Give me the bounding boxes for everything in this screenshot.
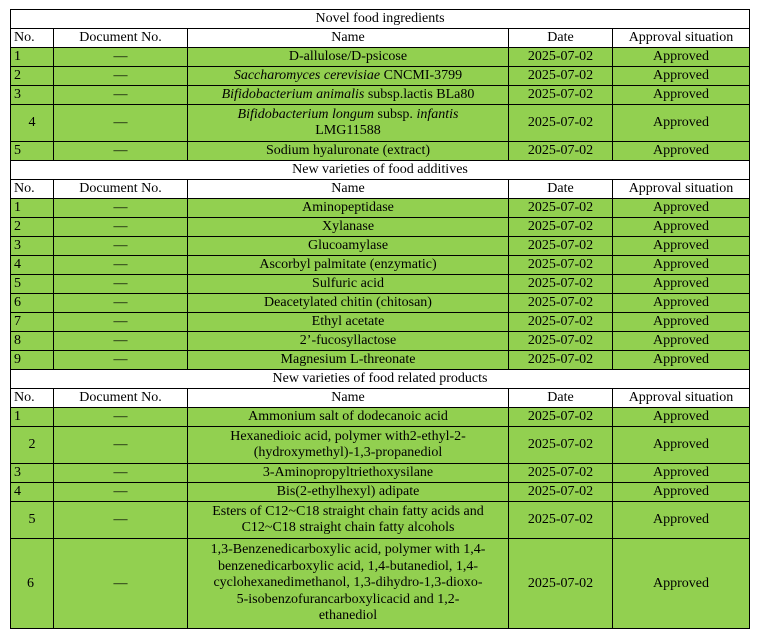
cell-approval-situation: Approved bbox=[613, 142, 750, 161]
cell-date: 2025-07-02 bbox=[509, 539, 613, 629]
cell-no: 9 bbox=[11, 351, 54, 370]
cell-name bbox=[188, 86, 509, 105]
cell-document-no: — bbox=[54, 408, 188, 427]
cell-name bbox=[188, 427, 509, 464]
header-approval-situation: Approval situation bbox=[613, 180, 750, 199]
table-row bbox=[11, 332, 750, 351]
cell-name bbox=[188, 48, 509, 67]
cell-no: 2 bbox=[11, 218, 54, 237]
cell-date: 2025-07-02 bbox=[509, 275, 613, 294]
name-part: Glucoamylase bbox=[307, 238, 389, 253]
cell-no: 6 bbox=[11, 539, 54, 629]
cell-document-no: — bbox=[54, 48, 188, 67]
name-part: Ammonium salt of dodecanoic acid bbox=[248, 409, 448, 424]
header-name: Name bbox=[188, 180, 509, 199]
cell-approval-situation: Approved bbox=[613, 256, 750, 275]
approval-table bbox=[10, 9, 750, 629]
header-row bbox=[11, 180, 750, 199]
cell-name bbox=[188, 332, 509, 351]
cell-name bbox=[188, 67, 509, 86]
header-no: No. bbox=[11, 389, 54, 408]
header-date: Date bbox=[509, 389, 613, 408]
header-date: Date bbox=[509, 180, 613, 199]
cell-no: 5 bbox=[11, 142, 54, 161]
table-body bbox=[11, 10, 750, 629]
cell-approval-situation: Approved bbox=[613, 313, 750, 332]
cell-document-no: — bbox=[54, 105, 188, 142]
name-part: Esters of C12~C18 straight chain fatty acids and bbox=[212, 503, 484, 519]
cell-document-no: — bbox=[54, 427, 188, 464]
cell-approval-situation: Approved bbox=[613, 502, 750, 539]
cell-approval-situation: Approved bbox=[613, 67, 750, 86]
cell-document-no: — bbox=[54, 464, 188, 483]
cell-document-no: — bbox=[54, 218, 188, 237]
cell-approval-situation: Approved bbox=[613, 464, 750, 483]
header-approval-situation: Approval situation bbox=[613, 29, 750, 48]
cell-no: 4 bbox=[11, 105, 54, 142]
cell-approval-situation: Approved bbox=[613, 351, 750, 370]
name-part: LMG11588 bbox=[315, 123, 381, 138]
cell-date: 2025-07-02 bbox=[509, 408, 613, 427]
cell-name bbox=[188, 313, 509, 332]
cell-document-no: — bbox=[54, 275, 188, 294]
cell-date: 2025-07-02 bbox=[509, 48, 613, 67]
cell-no: 4 bbox=[11, 256, 54, 275]
header-name: Name bbox=[188, 389, 509, 408]
name-part: Ascorbyl palmitate (enzymatic) bbox=[259, 257, 437, 272]
name-part: Sodium hyaluronate (extract) bbox=[265, 143, 431, 158]
cell-document-no: — bbox=[54, 294, 188, 313]
cell-name bbox=[188, 199, 509, 218]
cell-approval-situation: Approved bbox=[613, 332, 750, 351]
cell-name bbox=[188, 539, 509, 629]
cell-name bbox=[188, 142, 509, 161]
table-row bbox=[11, 464, 750, 483]
cell-approval-situation: Approved bbox=[613, 237, 750, 256]
cell-approval-situation: Approved bbox=[613, 427, 750, 464]
cell-name bbox=[188, 502, 509, 539]
cell-date: 2025-07-02 bbox=[509, 332, 613, 351]
name-part: cyclohexanedimethanol, 1,3-dihydro-1,3-dioxo- bbox=[213, 575, 483, 591]
cell-date: 2025-07-02 bbox=[509, 294, 613, 313]
name-part: Aminopeptidase bbox=[302, 200, 394, 215]
cell-no: 3 bbox=[11, 464, 54, 483]
cell-approval-situation: Approved bbox=[613, 408, 750, 427]
name-part: (hydroxymethyl)-1,3-propanediol bbox=[253, 445, 443, 460]
cell-date: 2025-07-02 bbox=[509, 105, 613, 142]
cell-document-no: — bbox=[54, 332, 188, 351]
name-part: 3-Aminopropyltriethoxysilane bbox=[262, 465, 434, 480]
cell-no: 5 bbox=[11, 502, 54, 539]
cell-document-no: — bbox=[54, 67, 188, 86]
cell-name bbox=[188, 351, 509, 370]
cell-document-no: — bbox=[54, 256, 188, 275]
table-row bbox=[11, 483, 750, 502]
table-row bbox=[11, 142, 750, 161]
cell-document-no: — bbox=[54, 539, 188, 629]
name-italic-part: Bifidobacterium animalis bbox=[221, 87, 365, 102]
header-document-no: Document No. bbox=[54, 180, 188, 199]
table-row bbox=[11, 218, 750, 237]
cell-no: 2 bbox=[11, 427, 54, 464]
cell-name bbox=[188, 237, 509, 256]
cell-document-no: — bbox=[54, 483, 188, 502]
name-part: CNCMI-3799 bbox=[380, 68, 463, 83]
table-row bbox=[11, 502, 750, 539]
cell-document-no: — bbox=[54, 142, 188, 161]
name-part: C12~C18 straight chain fatty alcohols bbox=[241, 520, 455, 535]
name-part: Deacetylated chitin (chitosan) bbox=[264, 295, 432, 310]
cell-date: 2025-07-02 bbox=[509, 502, 613, 539]
cell-no: 3 bbox=[11, 86, 54, 105]
cell-approval-situation: Approved bbox=[613, 86, 750, 105]
cell-no: 1 bbox=[11, 48, 54, 67]
cell-approval-situation: Approved bbox=[613, 294, 750, 313]
cell-name bbox=[188, 105, 509, 142]
section-title-row bbox=[11, 10, 750, 29]
cell-name bbox=[188, 275, 509, 294]
cell-no: 4 bbox=[11, 483, 54, 502]
table-row bbox=[11, 275, 750, 294]
header-document-no: Document No. bbox=[54, 29, 188, 48]
name-italic-part: Bifidobacterium longum bbox=[237, 106, 375, 122]
section-title-row bbox=[11, 370, 750, 389]
header-no: No. bbox=[11, 29, 54, 48]
table-row bbox=[11, 48, 750, 67]
header-name: Name bbox=[188, 29, 509, 48]
section-title-row bbox=[11, 161, 750, 180]
cell-no: 3 bbox=[11, 237, 54, 256]
cell-approval-situation: Approved bbox=[613, 275, 750, 294]
name-part: benzenedicarboxylic acid, 1,4-butanediol, 1,4- bbox=[217, 558, 479, 574]
cell-date: 2025-07-02 bbox=[509, 427, 613, 464]
cell-date: 2025-07-02 bbox=[509, 67, 613, 86]
header-no: No. bbox=[11, 180, 54, 199]
name-part: Sulfuric acid bbox=[312, 276, 384, 291]
name-part: subsp.lactis BLa80 bbox=[364, 87, 475, 102]
name-part: ethanediol bbox=[318, 608, 378, 624]
name-part: 2’-fucosyllactose bbox=[299, 333, 397, 348]
name-italic-part: Saccharomyces cerevisiae bbox=[233, 68, 381, 83]
name-part: Ethyl acetate bbox=[311, 314, 385, 329]
table-row bbox=[11, 408, 750, 427]
table-row bbox=[11, 256, 750, 275]
cell-date: 2025-07-02 bbox=[509, 237, 613, 256]
name-part: subsp. bbox=[374, 106, 417, 122]
cell-no: 6 bbox=[11, 294, 54, 313]
cell-name bbox=[188, 256, 509, 275]
cell-date: 2025-07-02 bbox=[509, 256, 613, 275]
cell-document-no: — bbox=[54, 199, 188, 218]
table-row bbox=[11, 237, 750, 256]
cell-no: 1 bbox=[11, 199, 54, 218]
cell-document-no: — bbox=[54, 313, 188, 332]
table-row bbox=[11, 313, 750, 332]
name-part: 1,3-Benzenedicarboxylic acid, polymer with 1,4- bbox=[210, 542, 486, 558]
cell-approval-situation: Approved bbox=[613, 218, 750, 237]
cell-date: 2025-07-02 bbox=[509, 483, 613, 502]
cell-date: 2025-07-02 bbox=[509, 464, 613, 483]
header-date: Date bbox=[509, 29, 613, 48]
header-document-no: Document No. bbox=[54, 389, 188, 408]
cell-date: 2025-07-02 bbox=[509, 351, 613, 370]
cell-name bbox=[188, 408, 509, 427]
cell-approval-situation: Approved bbox=[613, 48, 750, 67]
cell-approval-situation: Approved bbox=[613, 199, 750, 218]
cell-date: 2025-07-02 bbox=[509, 218, 613, 237]
section-title: New varieties of food related products bbox=[11, 370, 750, 389]
cell-document-no: — bbox=[54, 237, 188, 256]
header-row bbox=[11, 389, 750, 408]
cell-no: 1 bbox=[11, 408, 54, 427]
table-row bbox=[11, 86, 750, 105]
table-row bbox=[11, 105, 750, 142]
name-part: Hexanedioic acid, polymer with2-ethyl-2- bbox=[230, 428, 466, 444]
cell-date: 2025-07-02 bbox=[509, 142, 613, 161]
cell-approval-situation: Approved bbox=[613, 539, 750, 629]
cell-date: 2025-07-02 bbox=[509, 199, 613, 218]
name-part: Xylanase bbox=[321, 219, 375, 234]
cell-document-no: — bbox=[54, 351, 188, 370]
table-row bbox=[11, 539, 750, 629]
name-part: Magnesium L-threonate bbox=[280, 352, 416, 367]
cell-document-no: — bbox=[54, 86, 188, 105]
cell-name bbox=[188, 218, 509, 237]
name-italic-part: infantis bbox=[416, 106, 459, 122]
name-part: D-allulose/D-psicose bbox=[288, 49, 408, 64]
section-title: New varieties of food additives bbox=[11, 161, 750, 180]
header-approval-situation: Approval situation bbox=[613, 389, 750, 408]
section-title: Novel food ingredients bbox=[11, 10, 750, 29]
table-row bbox=[11, 294, 750, 313]
table-row bbox=[11, 199, 750, 218]
cell-no: 7 bbox=[11, 313, 54, 332]
cell-name bbox=[188, 294, 509, 313]
cell-approval-situation: Approved bbox=[613, 105, 750, 142]
cell-date: 2025-07-02 bbox=[509, 86, 613, 105]
name-part: 5-isobenzofurancarboxylicacid and 1,2- bbox=[236, 591, 460, 607]
cell-name bbox=[188, 483, 509, 502]
cell-date: 2025-07-02 bbox=[509, 313, 613, 332]
name-part: Bis(2-ethylhexyl) adipate bbox=[276, 484, 420, 499]
table-row bbox=[11, 67, 750, 86]
header-row bbox=[11, 29, 750, 48]
cell-document-no: — bbox=[54, 502, 188, 539]
table-row bbox=[11, 427, 750, 464]
cell-approval-situation: Approved bbox=[613, 483, 750, 502]
cell-no: 5 bbox=[11, 275, 54, 294]
cell-no: 8 bbox=[11, 332, 54, 351]
table-row bbox=[11, 351, 750, 370]
cell-name bbox=[188, 464, 509, 483]
cell-no: 2 bbox=[11, 67, 54, 86]
